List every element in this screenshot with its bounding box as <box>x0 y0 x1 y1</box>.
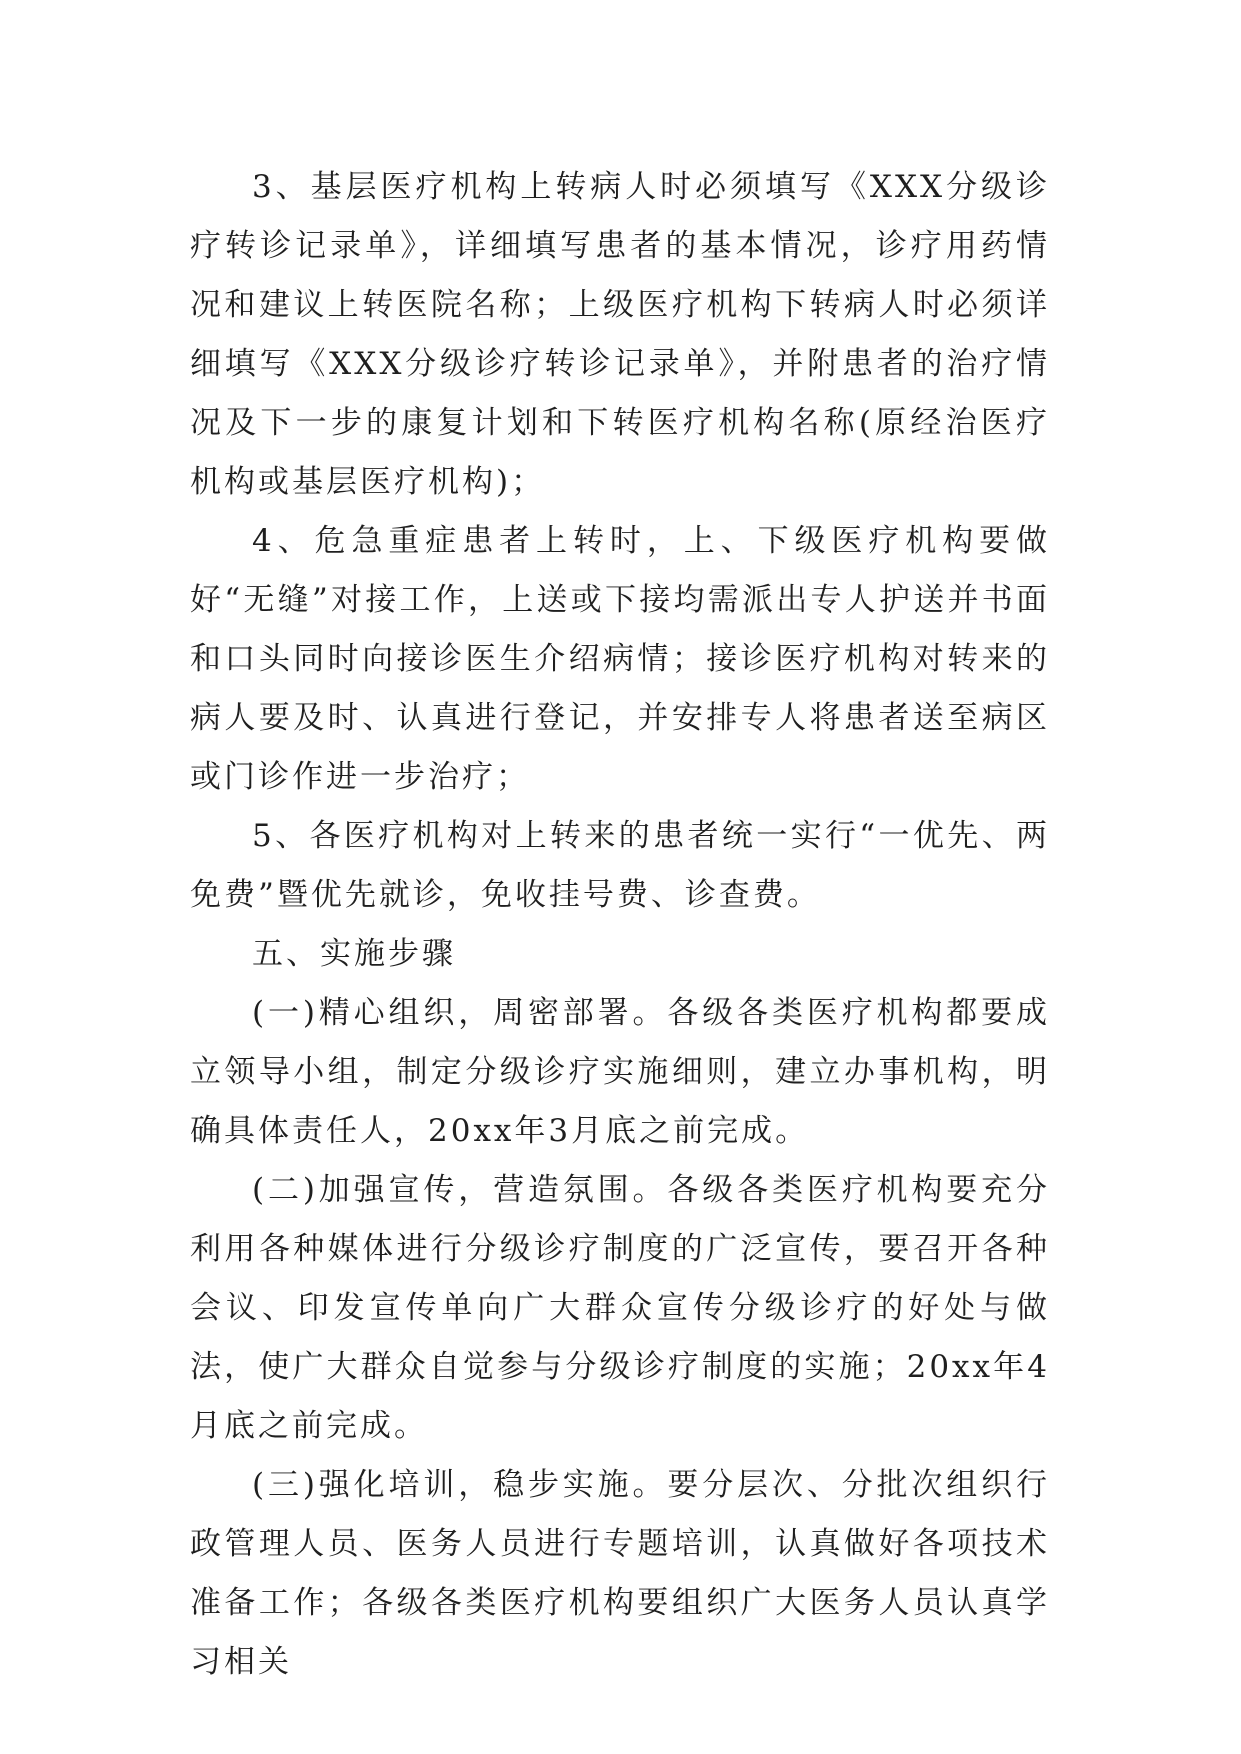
section-heading-implementation-steps: 五、实施步骤 <box>252 936 456 972</box>
paragraph-step-training: (三)强化培训，稳步实施。要分层次、分批次组织行政管理人员、医务人员进行专题培训，认真做好各项技术准备工作；各级各类医疗机构要组织广大医务人员认真学习相关 <box>190 1467 1050 1680</box>
paragraph-critical-patients: 4、危急重症患者上转时，上、下级医疗机构要做好“无缝”对接工作，上送或下接均需派出专人护送并书面和口头同时向接诊医生介绍病情；接诊医疗机构对转来的病人要及时、认真进行登记，并安排专人将患者送至病区或门诊作进一步治疗； <box>190 523 1050 795</box>
paragraph-referral-upward: 3、基层医疗机构上转病人时必须填写《XXX分级诊疗转诊记录单》，详细填写患者的基本情况，诊疗用药情况和建议上转医院名称；上级医疗机构下转病人时必须详细填写《XXX分级诊疗转诊记录单》，并附患者的治疗情况及下一步的康复计划和下转医疗机构名称(原经治医疗机构或基层医疗机构)； <box>190 169 1050 500</box>
document-body <box>190 158 1050 1692</box>
paragraph-step-publicity: (二)加强宣传，营造氛围。各级各类医疗机构要充分利用各种媒体进行分级诊疗制度的广泛宣传，要召开各种会议、印发宣传单向广大群众宣传分级诊疗的好处与做法，使广大群众自觉参与分级诊疗制度的实施；20xx年4月底之前完成。 <box>190 1172 1050 1444</box>
paragraph-step-organize: (一)精心组织，周密部署。各级各类医疗机构都要成立领导小组，制定分级诊疗实施细则，建立办事机构，明确具体责任人，20xx年3月底之前完成。 <box>190 995 1050 1149</box>
paragraph-priority-free: 5、各医疗机构对上转来的患者统一实行“一优先、两免费”暨优先就诊，免收挂号费、诊查费。 <box>190 818 1050 913</box>
